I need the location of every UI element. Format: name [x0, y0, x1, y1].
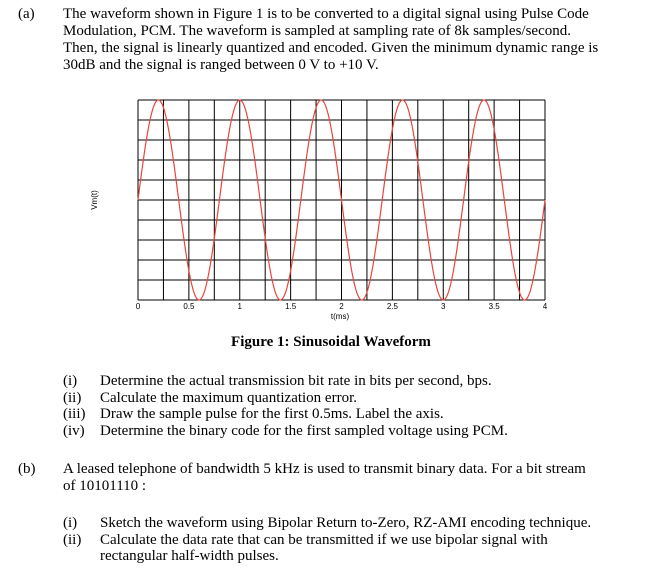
part-b-text	[63, 461, 643, 495]
x-tick-label: 0	[135, 302, 141, 311]
question-item	[63, 390, 508, 407]
part-a-line: The waveform shown in Figure 1 is to be converted to a digital signal using Pulse Code	[63, 6, 589, 22]
x-axis-label: t(ms)	[330, 312, 350, 321]
question-number: (ii)	[63, 389, 82, 406]
question-number: (ii)	[63, 531, 82, 548]
figure-caption: Figure 1: Sinusoidal Waveform	[231, 334, 431, 350]
x-tick-labels	[136, 302, 548, 311]
question-text: Determine the binary code for the first sampled voltage using PCM.	[100, 422, 508, 439]
x-tick-label: 4	[542, 302, 548, 311]
question-item	[63, 423, 508, 440]
part-a-line: 30dB and the signal is ranged between 0 V to +10 V.	[63, 57, 379, 73]
question-text: Draw the sample pulse for the first 0.5ms. Label the axis.	[100, 406, 444, 422]
question-text: rectangular half-width pulses.	[100, 548, 279, 564]
question-text: Determine the actual transmission bit rate in bits per second, bps.	[100, 373, 492, 389]
question-number: (iv)	[63, 422, 85, 439]
x-tick-label: 0.5	[183, 302, 195, 311]
question-text: Calculate the maximum quantization error.	[100, 389, 357, 406]
question-item	[63, 532, 591, 549]
x-tick-label: 3.5	[488, 302, 500, 311]
x-tick-label: 1.5	[285, 302, 297, 311]
question-item	[63, 515, 591, 532]
question-text: Sketch the waveform using Bipolar Return to-Zero, RZ-AMI encoding technique.	[100, 515, 592, 531]
question-number: (i)	[63, 373, 78, 389]
question-number	[63, 548, 100, 565]
question-item	[63, 406, 508, 423]
part-b-line: of 10101110 :	[63, 478, 147, 494]
x-tick-label: 2	[339, 302, 344, 311]
part-b-line: A leased telephone of bandwidth 5 kHz is used to transmit binary data. For a bit stream	[63, 461, 586, 477]
part-a-label: (a)	[18, 6, 35, 22]
part-b-questions	[63, 515, 591, 565]
question-number: (i)	[63, 515, 78, 531]
y-axis-label: Vm(t)	[90, 190, 99, 210]
part-a-line: Then, the signal is linearly quantized and encoded. Given the minimum dynamic range is	[63, 40, 599, 56]
part-b-label: (b)	[18, 461, 36, 477]
x-tick-label: 1	[237, 302, 242, 311]
x-tick-label: 2.5	[386, 302, 398, 311]
part-a-line: Modulation, PCM. The waveform is sampled at sampling rate of 8k samples/second.	[63, 23, 571, 39]
question-item	[63, 373, 508, 390]
question-number: (iii)	[63, 406, 86, 422]
question-text: Calculate the data rate that can be transmitted if we use bipolar signal with	[100, 531, 548, 548]
part-a-questions	[63, 373, 508, 439]
x-tick-label: 3	[441, 302, 446, 311]
question-item	[63, 548, 591, 565]
